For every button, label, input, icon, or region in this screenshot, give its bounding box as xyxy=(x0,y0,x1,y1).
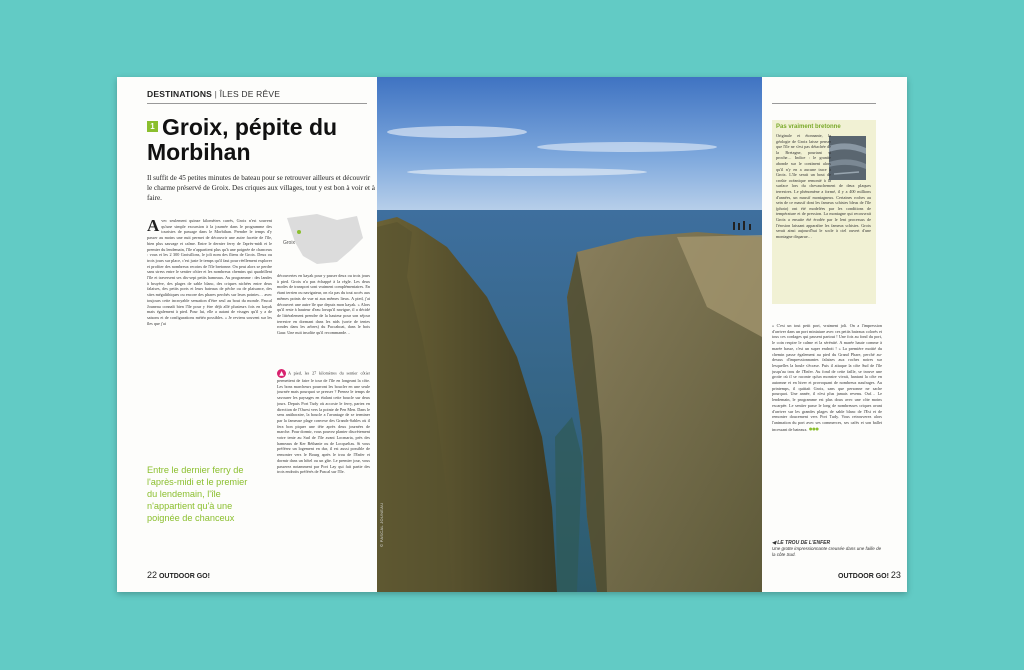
walking-icon: ▲ xyxy=(277,369,286,378)
magazine-spread xyxy=(117,77,907,592)
kicker-section: DESTINATIONS xyxy=(147,89,213,99)
caption-title: ◀ LE TROU DE L'ENFER xyxy=(772,540,831,546)
section-kicker xyxy=(147,89,280,99)
brand-left: OUTDOOR GO! xyxy=(158,573,210,580)
caption-text: Une grotte impressionnante creusée dans une faille de la côte Sud. xyxy=(772,546,882,557)
photo-caption xyxy=(772,540,882,558)
sidebar-text: Originale et étonnante, la géologie de Groix laisse penser que l'île ne s'est pas détachée de la Bretagne, pourtant si proche… Indice : le granite abonde sur le continent alors qu'il n'y en a aucune trace à Groix. L'île serait un bout de croûte océanique remonté à la surface lors du chevauchement de deux plaques terrestres. Le phénomène a formé, il y a 400 millions d'années, un massif montagneux. Certaines roches au sein de ce massif dont les fameux schistes bleus de l'île (photo) ont été modelées par les conditions de température et de pression. La montagne qui recouvrait Groix a ensuite été érodée par le lent processus de l'érosion laissant apparaître les fameux schistes. Groix serait ainsi aujourd'hui le socle à ciel ouvert d'une montagne disparue… xyxy=(776,133,871,239)
body-column-2b xyxy=(277,369,370,559)
body-text-2a: découvertes en kayak pour y passer deux ou trois jours à pied. Groix n'a pas échappé à la règle. Les deux modes de transport sont vraiment complémentaires. En étant terrien ou navigateur, on n'a pas du tout accès aux mêmes points de vue ni aux mêmes lieux. A pied, j'ai découvert une autre île que depuis mon kayak. » Alors qu'il reste à hauteur d'eau lorsqu'il navigue, il a décidé de littéralement prendre de la hauteur pour son séjour terrestre en dormant dans les nids (sorte de tentes rondes dans les arbres) du Paccaboat, dans le bois Gaur. Une nuit insolite qu'il recommande… xyxy=(277,273,370,336)
photo-credit: © PASCAL JOUNEAU xyxy=(379,502,384,547)
locator-map xyxy=(277,210,367,270)
groix-marker xyxy=(297,230,301,234)
page-number-right: 23 xyxy=(890,570,901,580)
caption-title-text: LE TROU DE L'ENFER xyxy=(777,540,831,546)
sidebar-box xyxy=(772,120,876,304)
body-column-1 xyxy=(147,218,272,458)
cliff-photo xyxy=(377,77,762,592)
map-label: Groix xyxy=(283,240,295,246)
sidebar-text-block xyxy=(776,133,871,303)
end-mark: ●●● xyxy=(808,425,819,433)
title-block xyxy=(147,115,372,165)
footer-right xyxy=(838,570,901,580)
page-number-left: 22 xyxy=(147,570,158,580)
body-text-1: vec seulement quinze kilomètres carrés, Groix n'est souvent qu'une simple excursion à la journée dans le programme des touristes de passage dans le Morbihan. Prendre le temps d'y passer au moins une nuit permet de découvrir une autre facette de l'île, bien plus sauvage et calme. Entre le dernier ferry de l'après-midi et le premier du lendemain, l'île n'appartient plus qu'à une poignée de chanceux : vous et les 2 300 Groisillons, le joli nom des îliens de Groix. Deux ou trois jours sur place, c'est juste le temps qu'il faut pour réellement explorer et profiter des nombreux recoins de l'île bretonne. On peut alors se perdre sans stress entre le sentier côtier et les nombreux chemins qui quadrillent l'île et traversent ses dix-sept petits hameaux. Au programme : des landes à bruyère, des plages de sable blanc, des criques nichées entre deux falaises, des petits ports et leurs bateaux de pêche ou de plaisance, des sites mégalithiques ou encore des phares perchés sur leurs pointes… avec toujours cette incroyable sensation d'être seul au bout du monde. Pascal Jouneau connaît bien l'île pour y être déjà allé plusieurs fois en kayak mais également à pied. Pour lui, elle a autant de visages qu'il y a de saisons et de configurations météo possibles. « Je reviens souvent sur les îles que j'ai xyxy=(147,218,272,326)
article-title: Groix, pépite du Morbihan xyxy=(147,114,338,165)
brand-right: OUTDOOR GO! xyxy=(838,573,889,580)
france-shape xyxy=(287,214,363,264)
article-lede: Il suffit de 45 petites minutes de bateau pour se retrouver ailleurs et découvrir le charme préservé de Groix. Des criques aux villages, tout y est bon à voir et à faire. xyxy=(147,174,375,202)
footer-left xyxy=(147,570,210,580)
body-column-4 xyxy=(772,323,882,533)
kicker-subsection: ÎLES DE RÊVE xyxy=(219,89,281,99)
sidebar-title: Pas vraiment bretonne xyxy=(776,124,841,130)
header-rule xyxy=(147,103,367,104)
header-rule-right xyxy=(772,103,876,104)
body-column-2a xyxy=(277,273,370,363)
kicker-separator: | xyxy=(214,89,218,99)
article-number-badge: 1 xyxy=(147,121,158,132)
body-text-2b: A pied, les 27 kilomètres du sentier côtier permettent de faire le tour de l'île en longeant la côte. Les bons marcheurs pourront les boucler en une seule journée mais pourquoi se presser ? Prenez le temps de savourer les paysages en étalant cette boucle sur deux jours. Depuis Port Tudy où accoste le ferry, partez en direction de l'Ouest vers la pointe de Pen Men. Dans le sens antihoraire, la boucle a l'avantage de se terminer par la fameuse plage convexe des Grands-Sables où il fera bon piquer une tête après deux journées de marche. Pour dormir, vous pouvez planter discrètement votre tente au Sud de l'île avant Locmaria, près des hameaux de Ker Béthanie ou de Locqueltas. Si vous préférez un logement en dur, il est aussi possible de remonter vers le Bourg après le trou de l'Enfer et dormir dans un hôtel ou un gîte. Le premier jour, vous passerez notamment par Port Lay qui fait partie des trois endroits préférés de Pascal sur l'île. xyxy=(277,370,370,475)
drop-cap: A xyxy=(147,218,160,235)
pull-quote: Entre le dernier ferry de l'après-midi et le premier du lendemain, l'île n'appartient qu'à une poignée de chanceux xyxy=(147,465,248,523)
body-text-4: « C'est un tout petit port, vraiment joli. On a l'impression d'arriver dans un port miniature avec ces petits bateaux colorés et tous ces cordages qui passent partout ! Une fois au fond du port, le coin respire le calme et la sérénité. A marée haute comme à marée basse, c'est un super endroit ! » La première moitié du chemin passe également au pied du Grand Phare, perché au-dessus d'impressionnantes falaises aux roches noires sur lesquelles la houle s'écrase. Puis il attaque la côte Sud de l'île jusqu'au trou de l'Enfer. Au fond de cette faille, se trouve une grotte où il se raconte qu'un monstre vivait, hantant la côte en automne et en hiver et provoquant de nombreux naufrages. Au printemps, il quittait Groix, sans que personne ne sache pourquoi. Une année, il n'est plus jamais revenu. Ouf… Le lendemain, le programme est plus doux avec une côte moins escarpée. Le sentier passe le long de nombreuses criques avant d'arriver sur les grandes plages de sable blanc de l'Est et de remonter doucement vers Port Tudy. Vous retrouverez alors l'animation du port avec ses commerces, ses cafés et son ballet incessant de bateaux. xyxy=(772,323,882,432)
